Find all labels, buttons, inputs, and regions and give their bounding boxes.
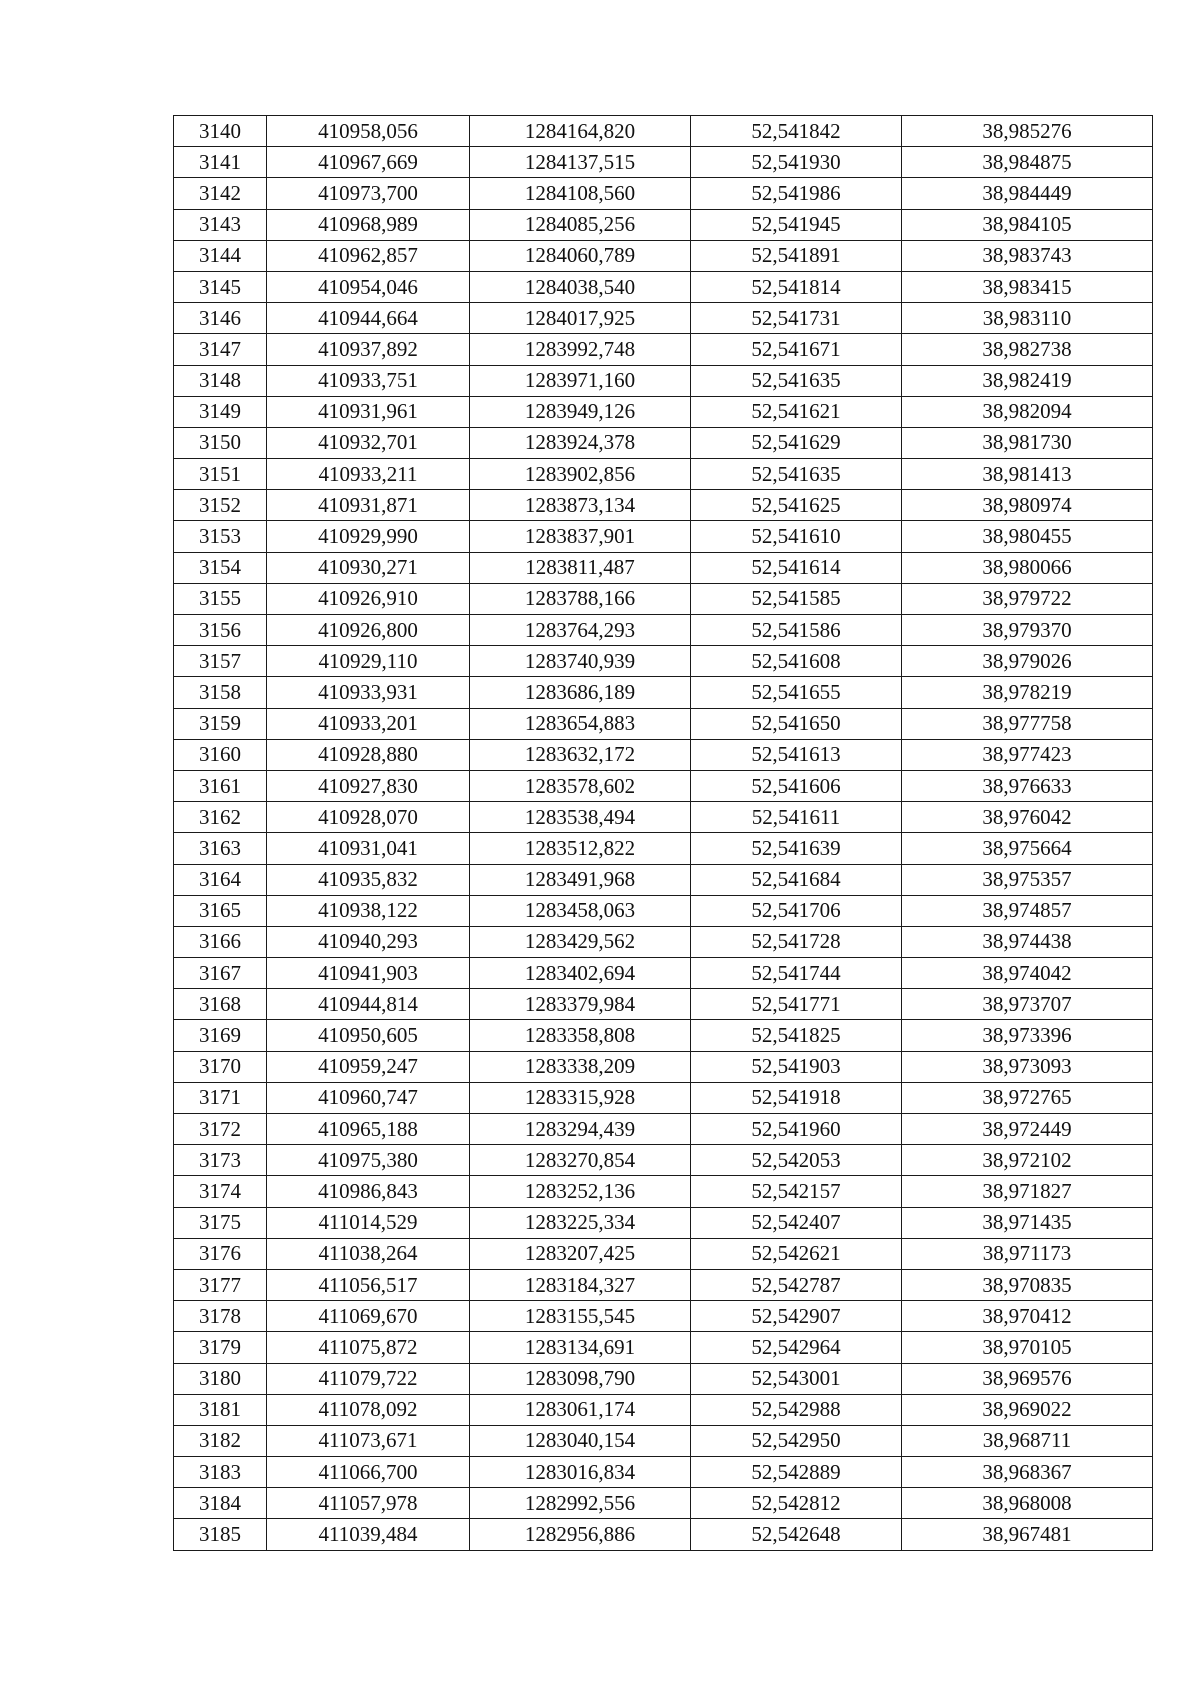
x-coordinate-cell: 410960,747 bbox=[267, 1082, 470, 1113]
x-coordinate-cell: 410986,843 bbox=[267, 1176, 470, 1207]
latitude-cell: 52,541930 bbox=[691, 147, 902, 178]
x-coordinate-cell: 410975,380 bbox=[267, 1145, 470, 1176]
x-coordinate-cell: 410938,122 bbox=[267, 895, 470, 926]
longitude-cell: 38,983743 bbox=[902, 240, 1153, 271]
y-coordinate-cell: 1283155,545 bbox=[470, 1301, 691, 1332]
x-coordinate-cell: 410929,110 bbox=[267, 646, 470, 677]
point-number-cell: 3182 bbox=[174, 1425, 267, 1456]
point-number-cell: 3151 bbox=[174, 459, 267, 490]
x-coordinate-cell: 410928,070 bbox=[267, 802, 470, 833]
y-coordinate-cell: 1284164,820 bbox=[470, 116, 691, 147]
x-coordinate-cell: 410933,751 bbox=[267, 365, 470, 396]
table-row bbox=[174, 427, 1153, 458]
point-number-cell: 3185 bbox=[174, 1519, 267, 1550]
x-coordinate-cell: 411073,671 bbox=[267, 1425, 470, 1456]
longitude-cell: 38,977758 bbox=[902, 708, 1153, 739]
x-coordinate-cell: 410940,293 bbox=[267, 926, 470, 957]
longitude-cell: 38,968711 bbox=[902, 1425, 1153, 1456]
latitude-cell: 52,541635 bbox=[691, 365, 902, 396]
table-row bbox=[174, 1020, 1153, 1051]
table-row bbox=[174, 677, 1153, 708]
table-row bbox=[174, 209, 1153, 240]
table-row bbox=[174, 1488, 1153, 1519]
table-row bbox=[174, 646, 1153, 677]
y-coordinate-cell: 1284038,540 bbox=[470, 271, 691, 302]
table-row bbox=[174, 116, 1153, 147]
longitude-cell: 38,974857 bbox=[902, 895, 1153, 926]
y-coordinate-cell: 1284085,256 bbox=[470, 209, 691, 240]
x-coordinate-cell: 411014,529 bbox=[267, 1207, 470, 1238]
x-coordinate-cell: 410937,892 bbox=[267, 334, 470, 365]
longitude-cell: 38,967481 bbox=[902, 1519, 1153, 1550]
point-number-cell: 3178 bbox=[174, 1301, 267, 1332]
point-number-cell: 3168 bbox=[174, 989, 267, 1020]
point-number-cell: 3164 bbox=[174, 864, 267, 895]
table-row bbox=[174, 926, 1153, 957]
latitude-cell: 52,541621 bbox=[691, 396, 902, 427]
latitude-cell: 52,541655 bbox=[691, 677, 902, 708]
y-coordinate-cell: 1283225,334 bbox=[470, 1207, 691, 1238]
longitude-cell: 38,971827 bbox=[902, 1176, 1153, 1207]
latitude-cell: 52,542964 bbox=[691, 1332, 902, 1363]
point-number-cell: 3143 bbox=[174, 209, 267, 240]
latitude-cell: 52,541891 bbox=[691, 240, 902, 271]
point-number-cell: 3175 bbox=[174, 1207, 267, 1238]
longitude-cell: 38,968008 bbox=[902, 1488, 1153, 1519]
longitude-cell: 38,969576 bbox=[902, 1363, 1153, 1394]
latitude-cell: 52,541635 bbox=[691, 459, 902, 490]
table-row bbox=[174, 365, 1153, 396]
x-coordinate-cell: 410950,605 bbox=[267, 1020, 470, 1051]
longitude-cell: 38,979722 bbox=[902, 583, 1153, 614]
y-coordinate-cell: 1283992,748 bbox=[470, 334, 691, 365]
y-coordinate-cell: 1283402,694 bbox=[470, 958, 691, 989]
y-coordinate-cell: 1283811,487 bbox=[470, 552, 691, 583]
table-row bbox=[174, 303, 1153, 334]
point-number-cell: 3154 bbox=[174, 552, 267, 583]
table-row bbox=[174, 552, 1153, 583]
point-number-cell: 3179 bbox=[174, 1332, 267, 1363]
longitude-cell: 38,976633 bbox=[902, 770, 1153, 801]
table-row bbox=[174, 1301, 1153, 1332]
latitude-cell: 52,541842 bbox=[691, 116, 902, 147]
y-coordinate-cell: 1283429,562 bbox=[470, 926, 691, 957]
x-coordinate-cell: 411079,722 bbox=[267, 1363, 470, 1394]
point-number-cell: 3146 bbox=[174, 303, 267, 334]
x-coordinate-cell: 411038,264 bbox=[267, 1238, 470, 1269]
coordinates-table bbox=[173, 115, 1153, 1551]
table-row bbox=[174, 459, 1153, 490]
longitude-cell: 38,972102 bbox=[902, 1145, 1153, 1176]
point-number-cell: 3141 bbox=[174, 147, 267, 178]
longitude-cell: 38,977423 bbox=[902, 739, 1153, 770]
y-coordinate-cell: 1283949,126 bbox=[470, 396, 691, 427]
latitude-cell: 52,541986 bbox=[691, 178, 902, 209]
x-coordinate-cell: 410926,800 bbox=[267, 615, 470, 646]
table-row bbox=[174, 147, 1153, 178]
y-coordinate-cell: 1284108,560 bbox=[470, 178, 691, 209]
y-coordinate-cell: 1283902,856 bbox=[470, 459, 691, 490]
x-coordinate-cell: 410935,832 bbox=[267, 864, 470, 895]
point-number-cell: 3177 bbox=[174, 1269, 267, 1300]
latitude-cell: 52,541771 bbox=[691, 989, 902, 1020]
x-coordinate-cell: 410929,990 bbox=[267, 521, 470, 552]
longitude-cell: 38,982419 bbox=[902, 365, 1153, 396]
point-number-cell: 3147 bbox=[174, 334, 267, 365]
table-row bbox=[174, 989, 1153, 1020]
x-coordinate-cell: 410959,247 bbox=[267, 1051, 470, 1082]
point-number-cell: 3167 bbox=[174, 958, 267, 989]
latitude-cell: 52,542648 bbox=[691, 1519, 902, 1550]
longitude-cell: 38,984105 bbox=[902, 209, 1153, 240]
table-row bbox=[174, 1425, 1153, 1456]
table-row bbox=[174, 895, 1153, 926]
y-coordinate-cell: 1283578,602 bbox=[470, 770, 691, 801]
longitude-cell: 38,980455 bbox=[902, 521, 1153, 552]
longitude-cell: 38,973396 bbox=[902, 1020, 1153, 1051]
latitude-cell: 52,541625 bbox=[691, 490, 902, 521]
table-row bbox=[174, 240, 1153, 271]
latitude-cell: 52,541731 bbox=[691, 303, 902, 334]
y-coordinate-cell: 1283538,494 bbox=[470, 802, 691, 833]
x-coordinate-cell: 410944,814 bbox=[267, 989, 470, 1020]
latitude-cell: 52,541614 bbox=[691, 552, 902, 583]
y-coordinate-cell: 1283134,691 bbox=[470, 1332, 691, 1363]
table-row bbox=[174, 1332, 1153, 1363]
point-number-cell: 3166 bbox=[174, 926, 267, 957]
x-coordinate-cell: 411075,872 bbox=[267, 1332, 470, 1363]
latitude-cell: 52,542812 bbox=[691, 1488, 902, 1519]
longitude-cell: 38,974438 bbox=[902, 926, 1153, 957]
y-coordinate-cell: 1284017,925 bbox=[470, 303, 691, 334]
point-number-cell: 3148 bbox=[174, 365, 267, 396]
longitude-cell: 38,973093 bbox=[902, 1051, 1153, 1082]
latitude-cell: 52,541585 bbox=[691, 583, 902, 614]
x-coordinate-cell: 410931,961 bbox=[267, 396, 470, 427]
point-number-cell: 3173 bbox=[174, 1145, 267, 1176]
longitude-cell: 38,978219 bbox=[902, 677, 1153, 708]
x-coordinate-cell: 410944,664 bbox=[267, 303, 470, 334]
x-coordinate-cell: 410932,701 bbox=[267, 427, 470, 458]
point-number-cell: 3170 bbox=[174, 1051, 267, 1082]
coordinates-table-body bbox=[174, 116, 1153, 1551]
latitude-cell: 52,542407 bbox=[691, 1207, 902, 1238]
table-row bbox=[174, 802, 1153, 833]
latitude-cell: 52,541639 bbox=[691, 833, 902, 864]
table-row bbox=[174, 396, 1153, 427]
x-coordinate-cell: 410931,041 bbox=[267, 833, 470, 864]
x-coordinate-cell: 411069,670 bbox=[267, 1301, 470, 1332]
latitude-cell: 52,542907 bbox=[691, 1301, 902, 1332]
point-number-cell: 3172 bbox=[174, 1114, 267, 1145]
longitude-cell: 38,968367 bbox=[902, 1457, 1153, 1488]
point-number-cell: 3155 bbox=[174, 583, 267, 614]
y-coordinate-cell: 1282992,556 bbox=[470, 1488, 691, 1519]
point-number-cell: 3156 bbox=[174, 615, 267, 646]
x-coordinate-cell: 410931,871 bbox=[267, 490, 470, 521]
longitude-cell: 38,976042 bbox=[902, 802, 1153, 833]
latitude-cell: 52,541613 bbox=[691, 739, 902, 770]
x-coordinate-cell: 410926,910 bbox=[267, 583, 470, 614]
latitude-cell: 52,541606 bbox=[691, 770, 902, 801]
table-row bbox=[174, 615, 1153, 646]
longitude-cell: 38,981730 bbox=[902, 427, 1153, 458]
x-coordinate-cell: 410928,880 bbox=[267, 739, 470, 770]
latitude-cell: 52,541825 bbox=[691, 1020, 902, 1051]
table-row bbox=[174, 770, 1153, 801]
longitude-cell: 38,970835 bbox=[902, 1269, 1153, 1300]
point-number-cell: 3153 bbox=[174, 521, 267, 552]
table-row bbox=[174, 1207, 1153, 1238]
x-coordinate-cell: 410958,056 bbox=[267, 116, 470, 147]
latitude-cell: 52,541610 bbox=[691, 521, 902, 552]
table-row bbox=[174, 739, 1153, 770]
y-coordinate-cell: 1283016,834 bbox=[470, 1457, 691, 1488]
latitude-cell: 52,542157 bbox=[691, 1176, 902, 1207]
y-coordinate-cell: 1283338,209 bbox=[470, 1051, 691, 1082]
latitude-cell: 52,541706 bbox=[691, 895, 902, 926]
latitude-cell: 52,542621 bbox=[691, 1238, 902, 1269]
longitude-cell: 38,975664 bbox=[902, 833, 1153, 864]
longitude-cell: 38,980066 bbox=[902, 552, 1153, 583]
longitude-cell: 38,980974 bbox=[902, 490, 1153, 521]
latitude-cell: 52,542988 bbox=[691, 1394, 902, 1425]
longitude-cell: 38,970105 bbox=[902, 1332, 1153, 1363]
y-coordinate-cell: 1283971,160 bbox=[470, 365, 691, 396]
table-row bbox=[174, 708, 1153, 739]
longitude-cell: 38,973707 bbox=[902, 989, 1153, 1020]
y-coordinate-cell: 1283654,883 bbox=[470, 708, 691, 739]
x-coordinate-cell: 410967,669 bbox=[267, 147, 470, 178]
point-number-cell: 3171 bbox=[174, 1082, 267, 1113]
point-number-cell: 3145 bbox=[174, 271, 267, 302]
x-coordinate-cell: 411078,092 bbox=[267, 1394, 470, 1425]
latitude-cell: 52,541608 bbox=[691, 646, 902, 677]
y-coordinate-cell: 1283788,166 bbox=[470, 583, 691, 614]
longitude-cell: 38,981413 bbox=[902, 459, 1153, 490]
latitude-cell: 52,541903 bbox=[691, 1051, 902, 1082]
longitude-cell: 38,970412 bbox=[902, 1301, 1153, 1332]
table-row bbox=[174, 1269, 1153, 1300]
longitude-cell: 38,974042 bbox=[902, 958, 1153, 989]
point-number-cell: 3142 bbox=[174, 178, 267, 209]
x-coordinate-cell: 410941,903 bbox=[267, 958, 470, 989]
longitude-cell: 38,982738 bbox=[902, 334, 1153, 365]
y-coordinate-cell: 1283358,808 bbox=[470, 1020, 691, 1051]
y-coordinate-cell: 1283924,378 bbox=[470, 427, 691, 458]
longitude-cell: 38,971435 bbox=[902, 1207, 1153, 1238]
latitude-cell: 52,541960 bbox=[691, 1114, 902, 1145]
table-row bbox=[174, 583, 1153, 614]
point-number-cell: 3162 bbox=[174, 802, 267, 833]
y-coordinate-cell: 1283491,968 bbox=[470, 864, 691, 895]
y-coordinate-cell: 1282956,886 bbox=[470, 1519, 691, 1550]
x-coordinate-cell: 410954,046 bbox=[267, 271, 470, 302]
table-row bbox=[174, 1145, 1153, 1176]
point-number-cell: 3140 bbox=[174, 116, 267, 147]
y-coordinate-cell: 1283040,154 bbox=[470, 1425, 691, 1456]
latitude-cell: 52,541611 bbox=[691, 802, 902, 833]
x-coordinate-cell: 410968,989 bbox=[267, 209, 470, 240]
table-row bbox=[174, 1176, 1153, 1207]
latitude-cell: 52,542950 bbox=[691, 1425, 902, 1456]
longitude-cell: 38,972765 bbox=[902, 1082, 1153, 1113]
table-row bbox=[174, 833, 1153, 864]
table-row bbox=[174, 1457, 1153, 1488]
latitude-cell: 52,541945 bbox=[691, 209, 902, 240]
x-coordinate-cell: 410962,857 bbox=[267, 240, 470, 271]
point-number-cell: 3184 bbox=[174, 1488, 267, 1519]
point-number-cell: 3181 bbox=[174, 1394, 267, 1425]
x-coordinate-cell: 411066,700 bbox=[267, 1457, 470, 1488]
y-coordinate-cell: 1283098,790 bbox=[470, 1363, 691, 1394]
latitude-cell: 52,542889 bbox=[691, 1457, 902, 1488]
x-coordinate-cell: 410933,211 bbox=[267, 459, 470, 490]
latitude-cell: 52,541671 bbox=[691, 334, 902, 365]
longitude-cell: 38,969022 bbox=[902, 1394, 1153, 1425]
x-coordinate-cell: 410933,931 bbox=[267, 677, 470, 708]
point-number-cell: 3152 bbox=[174, 490, 267, 521]
point-number-cell: 3159 bbox=[174, 708, 267, 739]
y-coordinate-cell: 1283379,984 bbox=[470, 989, 691, 1020]
table-row bbox=[174, 1238, 1153, 1269]
point-number-cell: 3176 bbox=[174, 1238, 267, 1269]
x-coordinate-cell: 411056,517 bbox=[267, 1269, 470, 1300]
table-row bbox=[174, 958, 1153, 989]
y-coordinate-cell: 1283686,189 bbox=[470, 677, 691, 708]
longitude-cell: 38,975357 bbox=[902, 864, 1153, 895]
latitude-cell: 52,541744 bbox=[691, 958, 902, 989]
point-number-cell: 3183 bbox=[174, 1457, 267, 1488]
y-coordinate-cell: 1283184,327 bbox=[470, 1269, 691, 1300]
longitude-cell: 38,971173 bbox=[902, 1238, 1153, 1269]
point-number-cell: 3174 bbox=[174, 1176, 267, 1207]
point-number-cell: 3165 bbox=[174, 895, 267, 926]
x-coordinate-cell: 410930,271 bbox=[267, 552, 470, 583]
table-row bbox=[174, 271, 1153, 302]
latitude-cell: 52,543001 bbox=[691, 1363, 902, 1394]
latitude-cell: 52,541629 bbox=[691, 427, 902, 458]
longitude-cell: 38,984449 bbox=[902, 178, 1153, 209]
latitude-cell: 52,542787 bbox=[691, 1269, 902, 1300]
point-number-cell: 3180 bbox=[174, 1363, 267, 1394]
longitude-cell: 38,982094 bbox=[902, 396, 1153, 427]
point-number-cell: 3157 bbox=[174, 646, 267, 677]
y-coordinate-cell: 1283207,425 bbox=[470, 1238, 691, 1269]
table-row bbox=[174, 1363, 1153, 1394]
latitude-cell: 52,541586 bbox=[691, 615, 902, 646]
point-number-cell: 3158 bbox=[174, 677, 267, 708]
table-row bbox=[174, 521, 1153, 552]
y-coordinate-cell: 1283270,854 bbox=[470, 1145, 691, 1176]
point-number-cell: 3163 bbox=[174, 833, 267, 864]
y-coordinate-cell: 1283294,439 bbox=[470, 1114, 691, 1145]
table-row bbox=[174, 1082, 1153, 1113]
longitude-cell: 38,979370 bbox=[902, 615, 1153, 646]
table-row bbox=[174, 1519, 1153, 1550]
point-number-cell: 3150 bbox=[174, 427, 267, 458]
latitude-cell: 52,541814 bbox=[691, 271, 902, 302]
latitude-cell: 52,542053 bbox=[691, 1145, 902, 1176]
x-coordinate-cell: 410927,830 bbox=[267, 770, 470, 801]
point-number-cell: 3169 bbox=[174, 1020, 267, 1051]
table-row bbox=[174, 1051, 1153, 1082]
y-coordinate-cell: 1283740,939 bbox=[470, 646, 691, 677]
longitude-cell: 38,983415 bbox=[902, 271, 1153, 302]
x-coordinate-cell: 411057,978 bbox=[267, 1488, 470, 1519]
y-coordinate-cell: 1283632,172 bbox=[470, 739, 691, 770]
table-row bbox=[174, 1394, 1153, 1425]
table-row bbox=[174, 864, 1153, 895]
y-coordinate-cell: 1283512,822 bbox=[470, 833, 691, 864]
table-row bbox=[174, 334, 1153, 365]
y-coordinate-cell: 1283315,928 bbox=[470, 1082, 691, 1113]
y-coordinate-cell: 1284137,515 bbox=[470, 147, 691, 178]
y-coordinate-cell: 1283061,174 bbox=[470, 1394, 691, 1425]
y-coordinate-cell: 1283252,136 bbox=[470, 1176, 691, 1207]
y-coordinate-cell: 1283873,134 bbox=[470, 490, 691, 521]
latitude-cell: 52,541728 bbox=[691, 926, 902, 957]
y-coordinate-cell: 1284060,789 bbox=[470, 240, 691, 271]
longitude-cell: 38,984875 bbox=[902, 147, 1153, 178]
y-coordinate-cell: 1283764,293 bbox=[470, 615, 691, 646]
x-coordinate-cell: 410965,188 bbox=[267, 1114, 470, 1145]
table-row bbox=[174, 490, 1153, 521]
table-row bbox=[174, 1114, 1153, 1145]
x-coordinate-cell: 411039,484 bbox=[267, 1519, 470, 1550]
y-coordinate-cell: 1283837,901 bbox=[470, 521, 691, 552]
x-coordinate-cell: 410933,201 bbox=[267, 708, 470, 739]
longitude-cell: 38,972449 bbox=[902, 1114, 1153, 1145]
longitude-cell: 38,985276 bbox=[902, 116, 1153, 147]
point-number-cell: 3161 bbox=[174, 770, 267, 801]
table-row bbox=[174, 178, 1153, 209]
point-number-cell: 3149 bbox=[174, 396, 267, 427]
point-number-cell: 3144 bbox=[174, 240, 267, 271]
longitude-cell: 38,979026 bbox=[902, 646, 1153, 677]
x-coordinate-cell: 410973,700 bbox=[267, 178, 470, 209]
longitude-cell: 38,983110 bbox=[902, 303, 1153, 334]
y-coordinate-cell: 1283458,063 bbox=[470, 895, 691, 926]
latitude-cell: 52,541684 bbox=[691, 864, 902, 895]
point-number-cell: 3160 bbox=[174, 739, 267, 770]
latitude-cell: 52,541918 bbox=[691, 1082, 902, 1113]
latitude-cell: 52,541650 bbox=[691, 708, 902, 739]
